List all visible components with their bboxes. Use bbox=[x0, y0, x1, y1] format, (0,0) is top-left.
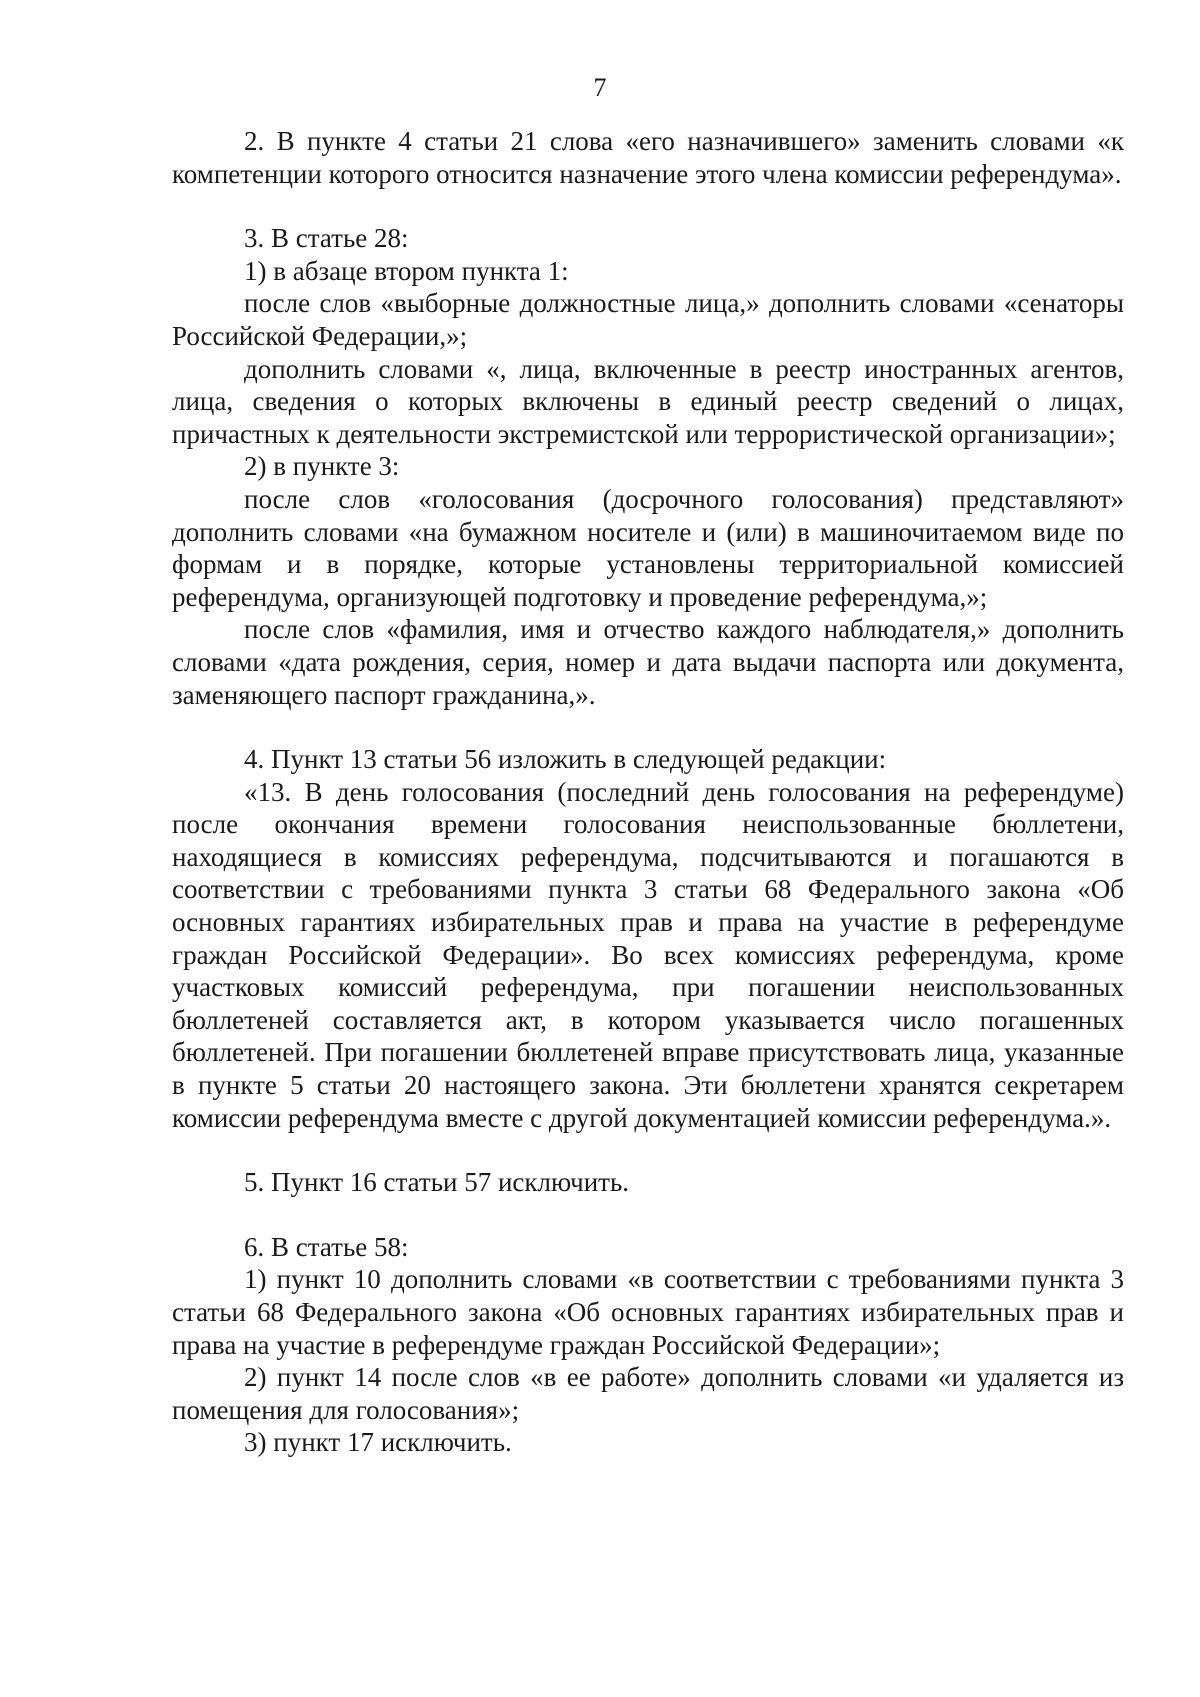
paragraph-13: 1) пункт 10 дополнить словами «в соответствии с требованиями пункта 3 статьи 68 Федерального закона «Об основных гарантиях избирательных прав и права на участие в референдуме граждан Российской Федерации»; bbox=[172, 1264, 1124, 1360]
paragraph-15: 3) пункт 17 исключить. bbox=[244, 1427, 512, 1458]
paragraph-5: дополнить словами «, лица, включенные в реестр иностранных агентов, лица, сведения о которых включены в единый реестр сведений о лицах, причастных к деятельности экстремистской или террористической организации»; bbox=[172, 353, 1124, 449]
page-number: 7 bbox=[593, 73, 607, 102]
paragraph-14: 2) пункт 14 после слов «в ее работе» дополнить словами «и удаляется из помещения для голосования»; bbox=[172, 1362, 1124, 1425]
paragraph-10: «13. В день голосования (последний день голосования на референдуме) после окончания времени голосования неиспользованные бюллетени, находящиеся в комиссиях референдума, подсчитываются и погашаются в соответствии с требованиями пункта 3 статьи 68 Федерального закона «Об основных гарантиях избирательных прав и права на участие в референдуме граждан Российской Федерации». Во всех комиссиях референдума, кроме участковых комиссий референдума, при погашении неиспользованных бюллетеней составляется акт, в котором указывается число погашенных бюллетеней. При погашении бюллетеней вправе присутствовать лица, указанные в пункте 5 статьи 20 настоящего закона. Эти бюллетени хранятся секретарем комиссии референдума вместе с другой документацией комиссии референдума.». bbox=[172, 776, 1124, 1133]
paragraph-11: 5. Пункт 16 статьи 57 исключить. bbox=[244, 1167, 630, 1198]
paragraph-6: 2) в пункте 3: bbox=[244, 451, 400, 482]
paragraph-8: после слов «фамилия, имя и отчество каждого наблюдателя,» дополнить словами «дата рождения, серия, номер и дата выдачи паспорта или документа, заменяющего паспорт гражданина,». bbox=[172, 614, 1124, 710]
paragraph-1: 2. В пункте 4 статьи 21 слова «его назначившего» заменить словами «к компетенции которого относится назначение этого члена комиссии референдума». bbox=[172, 126, 1124, 189]
paragraph-7: после слов «голосования (досрочного голосования) представляют» дополнить словами «на бумажном носителе и (или) в машиночитаемом виде по формам и в порядке, которые установлены территориальной комиссией референдума, организующей подготовку и проведение референдума,»; bbox=[172, 483, 1124, 612]
paragraph-9: 4. Пункт 13 статьи 56 изложить в следующей редакции: bbox=[244, 744, 887, 775]
paragraph-3: 1) в абзаце втором пункта 1: bbox=[244, 255, 569, 286]
paragraph-12: 6. В статье 58: bbox=[244, 1231, 409, 1262]
paragraph-2: 3. В статье 28: bbox=[244, 223, 409, 254]
document-body bbox=[172, 125, 1124, 1459]
paragraph-4: после слов «выборные должностные лица,» дополнить словами «сенаторы Российской Федерации,»; bbox=[172, 288, 1124, 351]
